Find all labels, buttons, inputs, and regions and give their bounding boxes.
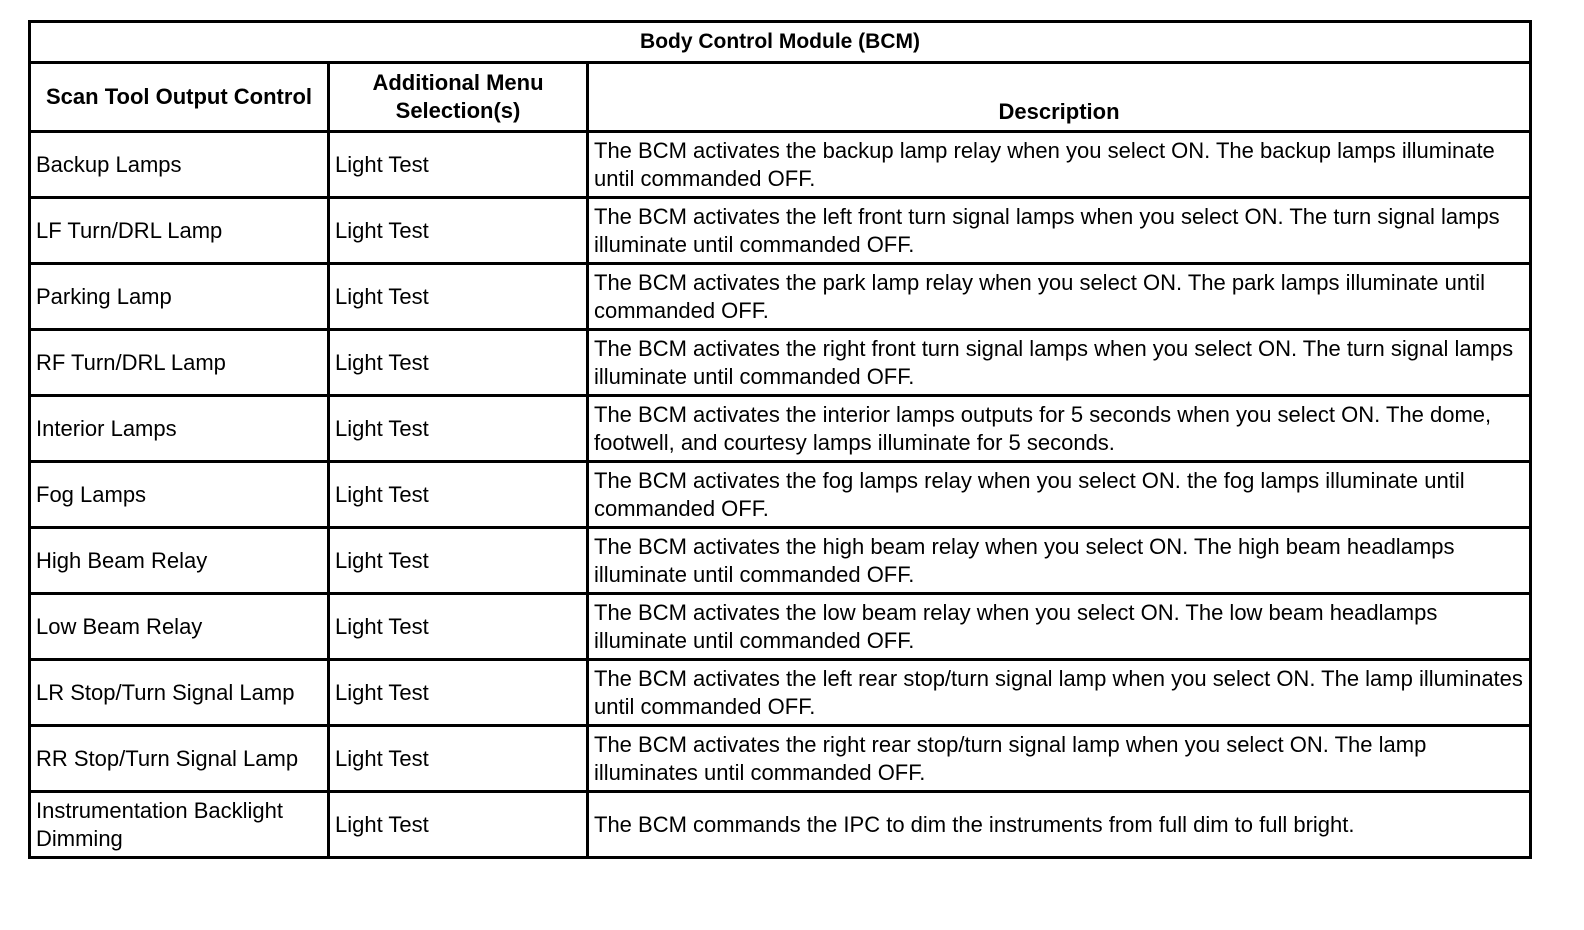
control-cell: Backup Lamps — [30, 132, 329, 198]
menu-selection-cell: Light Test — [329, 660, 588, 726]
menu-selection-cell: Light Test — [329, 264, 588, 330]
table-row — [30, 660, 1531, 726]
control-cell: Interior Lamps — [30, 396, 329, 462]
table-row — [30, 330, 1531, 396]
header-scan-tool-output-control: Scan Tool Output Control — [30, 63, 329, 132]
description-cell: The BCM commands the IPC to dim the instruments from full dim to full bright. — [588, 792, 1531, 858]
control-cell: Low Beam Relay — [30, 594, 329, 660]
control-cell: RR Stop/Turn Signal Lamp — [30, 726, 329, 792]
description-cell: The BCM activates the backup lamp relay when you select ON. The backup lamps illuminate until commanded OFF. — [588, 132, 1531, 198]
control-cell: Instrumentation Backlight Dimming — [30, 792, 329, 858]
control-cell: Parking Lamp — [30, 264, 329, 330]
menu-selection-cell: Light Test — [329, 594, 588, 660]
description-cell: The BCM activates the interior lamps outputs for 5 seconds when you select ON. The dome, footwell, and courtesy lamps illuminate for 5 seconds. — [588, 396, 1531, 462]
menu-selection-cell: Light Test — [329, 396, 588, 462]
bcm-output-control-table — [28, 20, 1532, 859]
table-row — [30, 132, 1531, 198]
description-cell: The BCM activates the park lamp relay when you select ON. The park lamps illuminate until commanded OFF. — [588, 264, 1531, 330]
menu-selection-cell: Light Test — [329, 528, 588, 594]
table-title: Body Control Module (BCM) — [30, 22, 1531, 63]
table-row — [30, 594, 1531, 660]
table-row — [30, 528, 1531, 594]
table-row — [30, 264, 1531, 330]
table-row — [30, 396, 1531, 462]
control-cell: LF Turn/DRL Lamp — [30, 198, 329, 264]
description-cell: The BCM activates the right front turn signal lamps when you select ON. The turn signal lamps illuminate until commanded OFF. — [588, 330, 1531, 396]
control-cell: Fog Lamps — [30, 462, 329, 528]
table-row — [30, 198, 1531, 264]
description-cell: The BCM activates the left rear stop/turn signal lamp when you select ON. The lamp illuminates until commanded OFF. — [588, 660, 1531, 726]
control-cell: LR Stop/Turn Signal Lamp — [30, 660, 329, 726]
description-cell: The BCM activates the left front turn signal lamps when you select ON. The turn signal lamps illuminate until commanded OFF. — [588, 198, 1531, 264]
menu-selection-cell: Light Test — [329, 132, 588, 198]
description-cell: The BCM activates the fog lamps relay when you select ON. the fog lamps illuminate until commanded OFF. — [588, 462, 1531, 528]
menu-selection-cell: Light Test — [329, 726, 588, 792]
table-row — [30, 792, 1531, 858]
header-description: Description — [588, 63, 1531, 132]
control-cell: RF Turn/DRL Lamp — [30, 330, 329, 396]
table-row — [30, 462, 1531, 528]
description-cell: The BCM activates the right rear stop/turn signal lamp when you select ON. The lamp illuminates until commanded OFF. — [588, 726, 1531, 792]
menu-selection-cell: Light Test — [329, 330, 588, 396]
description-cell: The BCM activates the low beam relay when you select ON. The low beam headlamps illuminate until commanded OFF. — [588, 594, 1531, 660]
menu-selection-cell: Light Test — [329, 462, 588, 528]
menu-selection-cell: Light Test — [329, 198, 588, 264]
header-additional-menu-selections: Additional Menu Selection(s) — [329, 63, 588, 132]
control-cell: High Beam Relay — [30, 528, 329, 594]
menu-selection-cell: Light Test — [329, 792, 588, 858]
table-row — [30, 726, 1531, 792]
description-cell: The BCM activates the high beam relay when you select ON. The high beam headlamps illuminate until commanded OFF. — [588, 528, 1531, 594]
